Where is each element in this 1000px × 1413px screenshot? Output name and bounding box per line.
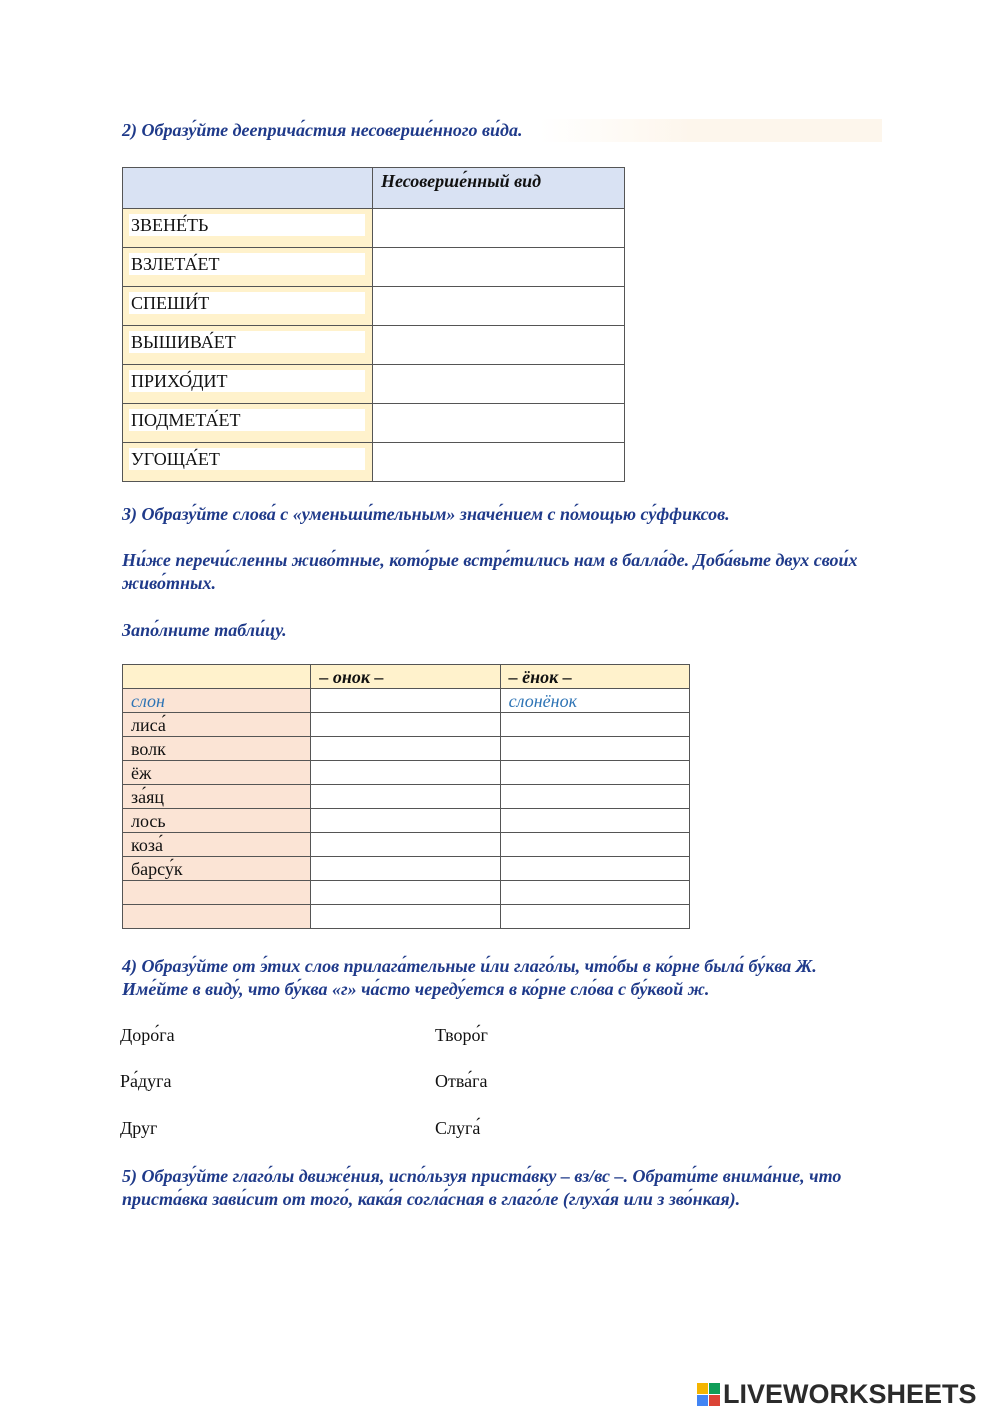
task3-fill-instruction: Запо́лните табли́цу.	[122, 620, 287, 640]
table-row	[123, 443, 625, 482]
verb-word: ПРИХО́ДИТ	[129, 370, 365, 392]
answer-input-cell[interactable]	[373, 209, 625, 248]
example-row	[123, 689, 690, 713]
header-onok: – онок –	[311, 665, 500, 689]
own-animal-input-cell[interactable]	[123, 905, 311, 929]
answer-input-cell[interactable]	[373, 404, 625, 443]
onok-input-cell[interactable]	[311, 833, 500, 857]
animal-word: ёж	[123, 761, 311, 785]
yonok-input-cell[interactable]	[500, 809, 689, 833]
gerund-table-header-row	[123, 168, 625, 209]
onok-input-cell[interactable]	[311, 881, 500, 905]
answer-input-cell[interactable]	[373, 443, 625, 482]
task3-instruction: Ни́же перечи́сленны живо́тные, кото́рые встре́тились нам в балла́де. Доба́вьте двух свои́х живо́тных.	[122, 550, 858, 593]
onok-input-cell[interactable]	[311, 761, 500, 785]
gerund-header-imperfective: Несоверше́нный вид	[373, 168, 625, 209]
task5-heading: 5) Образу́йте глаго́лы движе́ния, испо́льзуя приста́вку – вз/вс –. Обрати́те внима́ние, что приста́вка зави́сит от того́, кака́я согла́сная в глаго́ле (глуха́я или з зво́нкая).	[122, 1166, 842, 1209]
task3-heading: 3) Образу́йте слова́ с «уменьши́тельным» значе́нием с по́мощью су́ффиксов.	[122, 504, 730, 524]
task4-word: Доро́га	[120, 1025, 175, 1045]
yonok-input-cell[interactable]	[500, 785, 689, 809]
yonok-input-cell[interactable]	[500, 833, 689, 857]
table-row	[123, 209, 625, 248]
table-row	[123, 287, 625, 326]
table-row	[123, 857, 690, 881]
table-row	[123, 761, 690, 785]
verb-word: ЗВЕНЕ́ТЬ	[129, 214, 365, 236]
example-onok	[311, 689, 500, 713]
task4-word: Друг	[120, 1118, 158, 1138]
task4-heading: 4) Образу́йте от э́тих слов прилага́тельные и́ли глаго́лы, что́бы в ко́рне была́ бу́ква Ж. Име́йте в виду́, что бу́ква «г» ча́сто череду́ется в ко́рне сло́ва с бу́квой ж.	[122, 956, 817, 999]
diminutive-header-row	[123, 665, 690, 689]
answer-input-cell[interactable]	[373, 326, 625, 365]
example-word: слон	[123, 689, 311, 713]
animal-word: лось	[123, 809, 311, 833]
onok-input-cell[interactable]	[311, 905, 500, 929]
table-row	[123, 713, 690, 737]
task4-word: Ра́дуга	[120, 1071, 172, 1091]
onok-input-cell[interactable]	[311, 785, 500, 809]
animal-word: коза́	[123, 833, 311, 857]
answer-input-cell[interactable]	[373, 248, 625, 287]
table-row	[123, 326, 625, 365]
verb-word: ПОДМЕТА́ЕТ	[129, 409, 365, 431]
answer-input-cell[interactable]	[373, 287, 625, 326]
table-row	[123, 809, 690, 833]
yonok-input-cell[interactable]	[500, 905, 689, 929]
verb-word: УГОЩА́ЕТ	[129, 448, 365, 470]
yonok-input-cell[interactable]	[500, 713, 689, 737]
own-animal-input-cell[interactable]	[123, 881, 311, 905]
onok-input-cell[interactable]	[311, 713, 500, 737]
gerund-header-blank	[123, 168, 373, 209]
animal-word: лиса́	[123, 713, 311, 737]
table-row	[123, 785, 690, 809]
yonok-input-cell[interactable]	[500, 761, 689, 785]
diminutive-table	[122, 664, 690, 929]
verb-word: СПЕШИ́Т	[129, 292, 365, 314]
example-yonok: слонёнок	[500, 689, 689, 713]
yonok-input-cell[interactable]	[500, 737, 689, 761]
gerund-table	[122, 167, 625, 482]
liveworksheets-mark-icon	[697, 1383, 720, 1406]
brand-name: LIVEWORKSHEETS	[723, 1378, 977, 1409]
verb-word: ВЗЛЕТА́ЕТ	[129, 253, 365, 275]
table-row	[123, 737, 690, 761]
table-row	[123, 833, 690, 857]
onok-input-cell[interactable]	[311, 737, 500, 761]
table-row	[123, 404, 625, 443]
table-row	[123, 365, 625, 404]
yonok-input-cell[interactable]	[500, 857, 689, 881]
animal-word: волк	[123, 737, 311, 761]
verb-word: ВЫШИВА́ЕТ	[129, 331, 365, 353]
liveworksheets-logo	[697, 1376, 977, 1412]
yonok-input-cell[interactable]	[500, 881, 689, 905]
table-row	[123, 905, 690, 929]
onok-input-cell[interactable]	[311, 857, 500, 881]
animal-word: за́яц	[123, 785, 311, 809]
onok-input-cell[interactable]	[311, 809, 500, 833]
answer-input-cell[interactable]	[373, 365, 625, 404]
animal-word: барсу́к	[123, 857, 311, 881]
task4-word: Творо́г	[435, 1025, 488, 1045]
task4-word: Отва́га	[435, 1071, 488, 1091]
table-row	[123, 881, 690, 905]
header-yonok: – ёнок –	[500, 665, 689, 689]
header-blank	[123, 665, 311, 689]
task4-word: Слуга́	[435, 1118, 481, 1138]
task2-heading: 2) Образу́йте дееприча́стия несоверше́нного ви́да.	[122, 119, 882, 142]
table-row	[123, 248, 625, 287]
